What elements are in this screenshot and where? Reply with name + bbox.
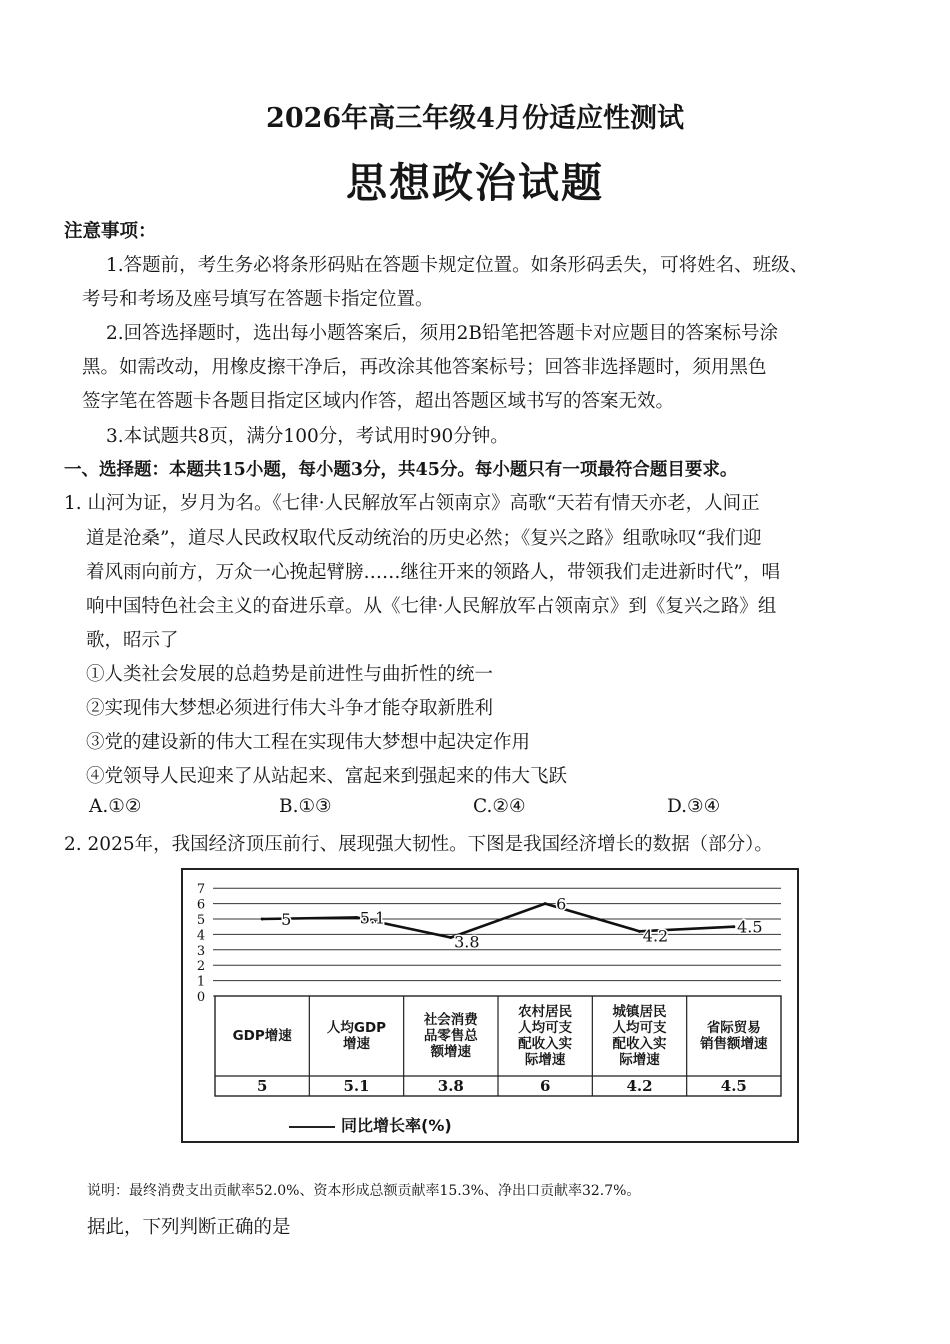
chart-legend	[289, 1113, 452, 1136]
notice-line: 3.本试题共8页，满分100分，考试用时90分钟。	[106, 426, 509, 447]
q2-prompt: 据此，下列判断正确的是	[87, 1217, 291, 1238]
data-label: 4.2	[642, 926, 669, 946]
q2-note: 说明：最终消费支出贡献率52.0%、资本形成总额贡献率15.3%、净出口贡献率32.7%。	[87, 1183, 641, 1199]
q1-stem-line: 歌，昭示了	[86, 630, 179, 651]
table-value: 5	[256, 1077, 268, 1095]
data-label: 5.1	[359, 908, 386, 928]
table-value: 3.8	[437, 1077, 464, 1095]
table-category-label: GDP增速	[232, 1028, 292, 1044]
q1-statement: ②实现伟大梦想必须进行伟大斗争才能夺取新胜利	[86, 698, 494, 719]
table-category-label: 社会消费 品零售总 额增速	[423, 1012, 478, 1060]
exam-title: 2026年高三年级4月份适应性测试	[266, 103, 684, 134]
notice-line: 2.回答选择题时，选出每小题答案后，须用2B铅笔把答题卡对应题目的答案标号涂	[106, 323, 779, 344]
growth-chart-svg	[183, 870, 797, 1141]
y-tick-label: 5	[196, 913, 206, 928]
series-point	[261, 918, 264, 921]
growth-chart	[181, 868, 799, 1143]
y-tick-label: 2	[196, 959, 206, 975]
notice-line: 1.答题前，考生务必将条形码贴在答题卡规定位置。如条形码丢失，可将姓名、班级、	[106, 255, 809, 276]
y-tick-label: 4	[196, 928, 206, 944]
table-category-label: 农村居民 人均可支 配收入实 际增速	[518, 1004, 573, 1068]
table-value: 6	[539, 1077, 551, 1095]
q1-stem-line: 响中国特色社会主义的奋进乐章。从《七律·人民解放军占领南京》到《复兴之路》组	[86, 596, 777, 617]
q1-option-b: B.①③	[279, 796, 332, 817]
table-value: 5.1	[343, 1077, 370, 1095]
q1-statement: ③党的建设新的伟大工程在实现伟大梦想中起决定作用	[86, 732, 531, 753]
section-heading: 一、选择题：本题共15小题，每小题3分，共45分。每小题只有一项最符合题目要求。	[64, 460, 738, 480]
y-tick-label: 7	[196, 882, 206, 898]
table-category-label: 城镇居民 人均可支 配收入实 际增速	[612, 1004, 667, 1068]
series-point	[638, 930, 641, 933]
q1-stem-line: 1. 山河为证，岁月为名。《七律·人民解放军占领南京》高歌“天若有情天亦老，人间正	[64, 493, 760, 514]
q1-statement: ④党领导人民迎来了从站起来、富起来到强起来的伟大飞跃	[86, 766, 568, 787]
q2-stem: 2. 2025年，我国经济顶压前行、展现强大韧性。下图是我国经济增长的数据（部分）。	[64, 834, 773, 855]
notice-heading: 注意事项：	[64, 221, 157, 242]
data-label: 6	[556, 894, 567, 914]
notice-line: 黑。如需改动，用橡皮擦干净后，再改涂其他答案标号；回答非选择题时，须用黑色	[82, 357, 767, 378]
q1-stem-line: 着风雨向前方，万众一心挽起臂膀……继往开来的领路人，带领我们走进新时代”，唱	[86, 562, 780, 583]
q1-stem-line: 道是沧桑”，道尽人民政权取代反动统治的历史必然；《复兴之路》组歌咏叹“我们迎	[86, 528, 762, 549]
series-point	[544, 902, 547, 905]
legend-line-swatch	[289, 1126, 335, 1128]
legend-label: 同比增长率(%)	[341, 1116, 452, 1135]
data-label: 4.5	[737, 917, 763, 937]
y-tick-label: 3	[196, 943, 206, 959]
data-label: 3.8	[454, 932, 480, 952]
y-tick-label: 0	[196, 990, 206, 1005]
table-value: 4.2	[626, 1077, 653, 1095]
table-category-label: 人均GDP 增速	[326, 1020, 387, 1052]
q1-statement: ①人类社会发展的总趋势是前进性与曲折性的统一	[86, 664, 494, 685]
series-point	[355, 916, 358, 919]
series-point	[732, 925, 735, 928]
q1-option-a: A.①②	[89, 796, 142, 817]
table-value: 4.5	[720, 1077, 747, 1095]
notice-line: 考号和考场及座号填写在答题卡指定位置。	[82, 289, 434, 310]
y-tick-label: 1	[196, 974, 206, 990]
series-point	[449, 936, 452, 939]
y-tick-label: 6	[196, 897, 206, 913]
table-category-label: 省际贸易 销售额增速	[700, 1020, 768, 1052]
q1-option-c: C.②④	[473, 796, 526, 817]
q1-option-d: D.③④	[667, 796, 721, 817]
notice-line: 签字笔在答题卡各题目指定区域内作答，超出答题区域书写的答案无效。	[82, 391, 675, 412]
subject-title: 思想政治试题	[346, 159, 604, 207]
data-label: 5	[281, 910, 292, 929]
